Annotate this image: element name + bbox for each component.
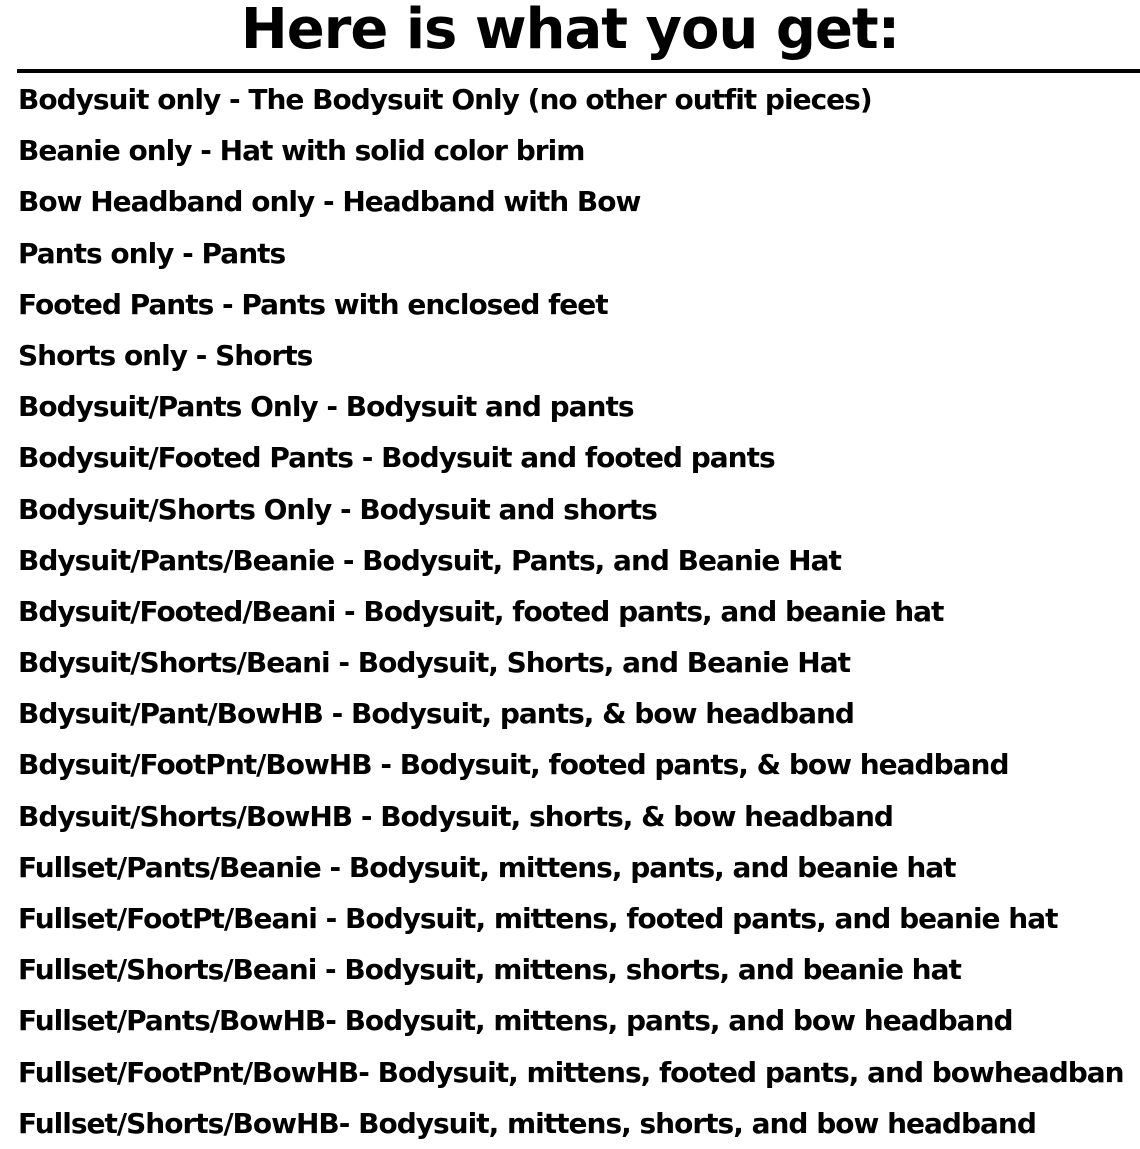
list-item: Bodysuit only - The Bodysuit Only (no other outfit pieces) xyxy=(18,83,872,116)
list-item: Beanie only - Hat with solid color brim xyxy=(18,134,585,168)
list-item: Bdysuit/Shorts/BowHB - Bodysuit, shorts, & bow headband xyxy=(18,799,893,833)
list-item: Bodysuit/Shorts Only - Bodysuit and shorts xyxy=(18,492,657,526)
list-item: Bodysuit/Footed Pants - Bodysuit and footed pants xyxy=(18,441,775,475)
options-list xyxy=(18,74,1134,1149)
list-item: Shorts only - Shorts xyxy=(18,338,313,372)
list-item: Bdysuit/Pants/Beanie - Bodysuit, Pants, and Beanie Hat xyxy=(18,543,841,577)
list-item: Fullset/Shorts/Beani - Bodysuit, mittens, shorts, and beanie hat xyxy=(18,953,961,987)
list-item: Bdysuit/Shorts/Beani - Bodysuit, Shorts, and Beanie Hat xyxy=(18,646,850,680)
list-item: Fullset/Pants/Beanie - Bodysuit, mittens, pants, and beanie hat xyxy=(18,850,956,884)
list-item: Fullset/FootPt/Beani - Bodysuit, mittens, footed pants, and beanie hat xyxy=(18,902,1058,935)
list-item: Pants only - Pants xyxy=(18,236,286,270)
list-item: Bdysuit/FootPnt/BowHB - Bodysuit, footed pants, & bow headband xyxy=(18,748,1009,782)
list-item: Fullset/FootPnt/BowHB- Bodysuit, mittens, footed pants, and bowheadban xyxy=(18,1055,1124,1089)
page-title: Here is what you get: xyxy=(240,0,900,62)
list-item: Bdysuit/Pant/BowHB - Bodysuit, pants, & bow headband xyxy=(18,697,854,731)
list-item: Footed Pants - Pants with enclosed feet xyxy=(18,287,608,321)
list-item: Bdysuit/Footed/Beani - Bodysuit, footed pants, and beanie hat xyxy=(18,594,944,628)
title-underline xyxy=(17,69,1140,73)
list-item: Bodysuit/Pants Only - Bodysuit and pants xyxy=(18,390,634,424)
list-item: Fullset/Shorts/BowHB- Bodysuit, mittens, shorts, and bow headband xyxy=(18,1106,1036,1140)
list-item: Bow Headband only - Headband with Bow xyxy=(18,185,641,219)
list-item: Fullset/Pants/BowHB- Bodysuit, mittens, pants, and bow headband xyxy=(18,1004,1013,1038)
